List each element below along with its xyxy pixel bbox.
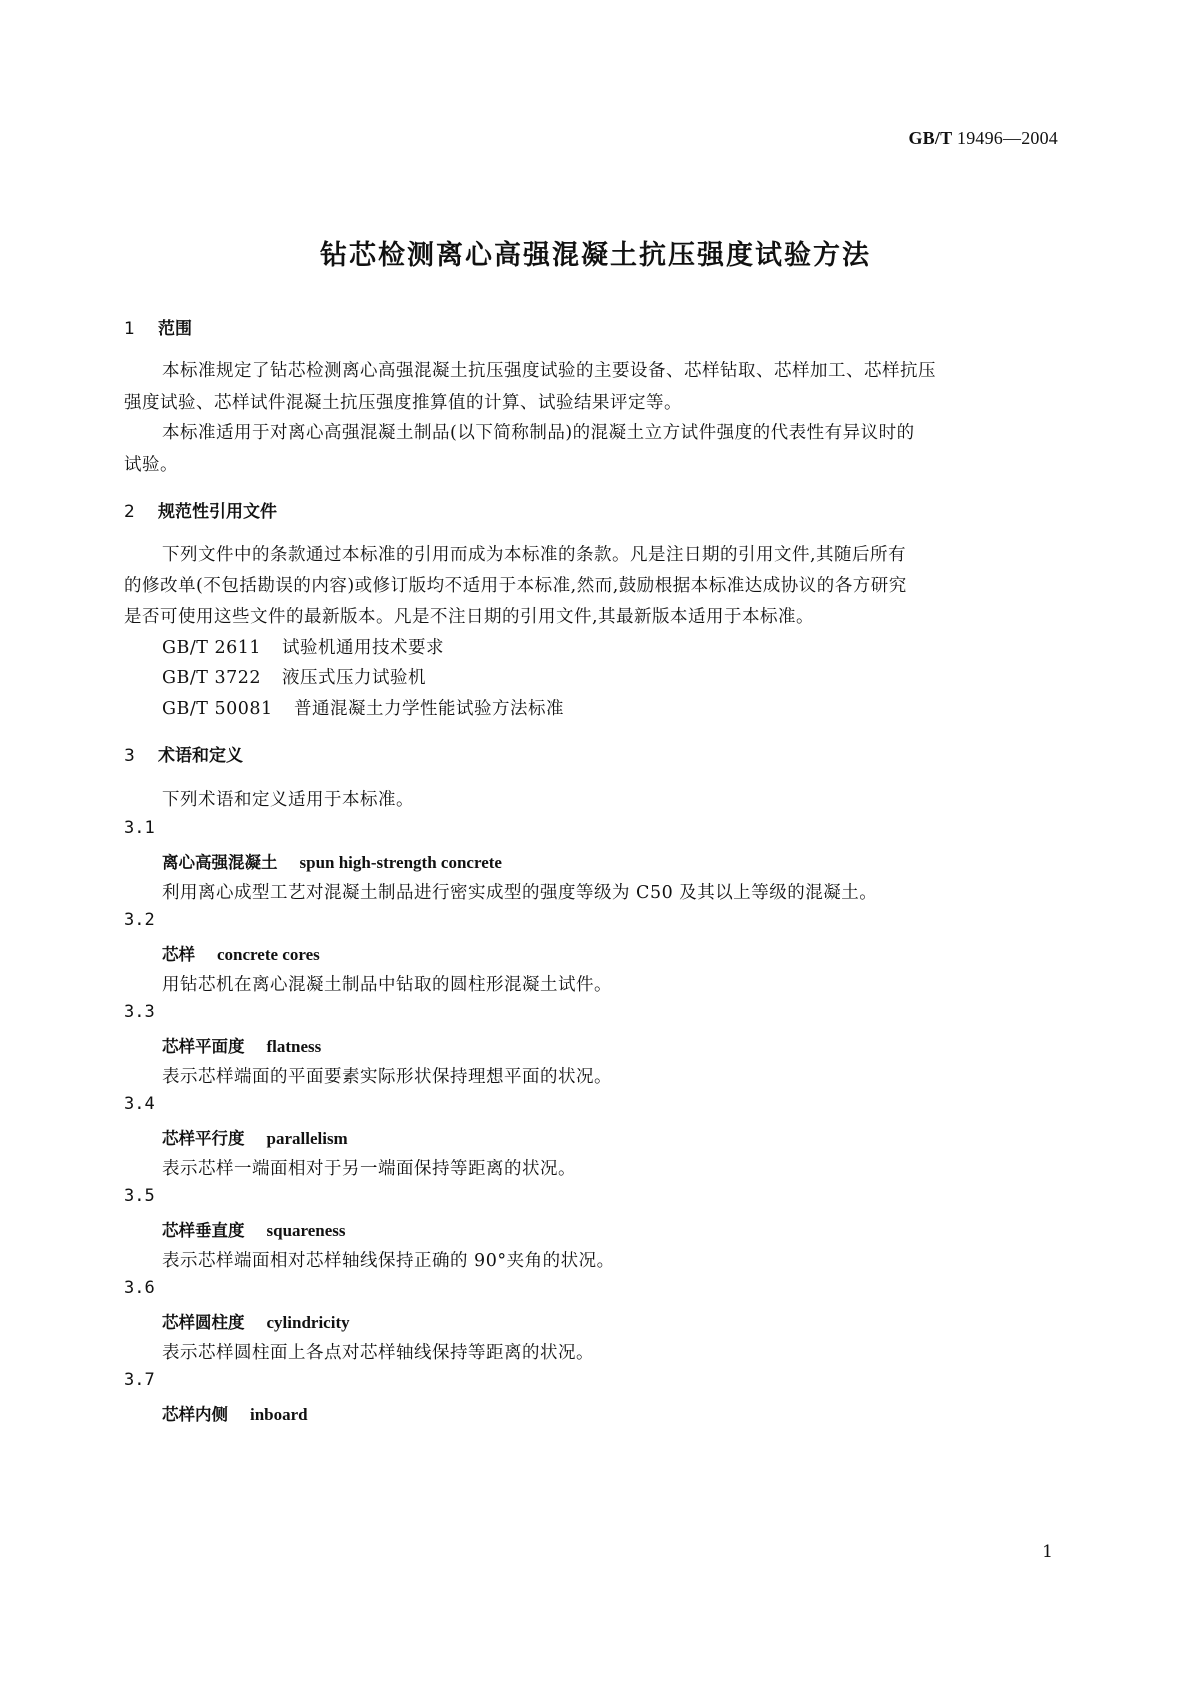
standard-number xyxy=(908,128,1058,149)
term-definition: 用钻芯机在离心混凝土制品中钻取的圆柱形混凝土试件。 xyxy=(162,975,612,995)
term-zh: 芯样平行度 xyxy=(162,1129,245,1148)
term-number: 3.3 xyxy=(124,1002,155,1022)
section-1-para-1-line-2: 强度试验、芯样试件混凝土抗压强度推算值的计算、试验结果评定等。 xyxy=(124,393,682,413)
section-1-number: 1 xyxy=(124,319,135,339)
reference-title: 试验机通用技术要求 xyxy=(282,638,444,658)
section-2-para-line-1: 下列文件中的条款通过本标准的引用而成为本标准的条款。凡是注日期的引用文件,其随后所有 xyxy=(162,545,907,565)
standard-prefix: GB/T xyxy=(908,128,953,148)
term-en: parallelism xyxy=(266,1129,348,1148)
reference-item xyxy=(162,695,564,720)
term-number: 3.7 xyxy=(124,1370,155,1390)
section-3-number: 3 xyxy=(124,746,135,766)
term-en: squareness xyxy=(266,1221,346,1240)
term-definition: 表示芯样圆柱面上各点对芯样轴线保持等距离的状况。 xyxy=(162,1343,594,1363)
section-1-para-1-line-1: 本标准规定了钻芯检测离心高强混凝土抗压强度试验的主要设备、芯样钻取、芯样加工、芯样抗压 xyxy=(162,361,936,381)
term-zh: 芯样垂直度 xyxy=(162,1221,245,1240)
term-heading xyxy=(162,1125,348,1149)
section-3-intro: 下列术语和定义适用于本标准。 xyxy=(162,790,414,810)
term-number: 3.4 xyxy=(124,1094,155,1114)
term-heading xyxy=(162,1309,350,1333)
term-en: cylindricity xyxy=(266,1313,350,1332)
section-3-heading xyxy=(124,741,243,766)
term-definition: 表示芯样一端面相对于另一端面保持等距离的状况。 xyxy=(162,1159,576,1179)
term-zh: 芯样 xyxy=(162,945,195,964)
term-definition: 利用离心成型工艺对混凝土制品进行密实成型的强度等级为 C50 及其以上等级的混凝土。 xyxy=(162,883,878,903)
reference-code: GB/T 3722 xyxy=(162,668,262,688)
document-title: 钻芯检测离心高强混凝土抗压强度试验方法 xyxy=(320,240,871,271)
section-1-heading xyxy=(124,314,192,339)
section-2-para-line-3: 是否可使用这些文件的最新版本。凡是不注日期的引用文件,其最新版本适用于本标准。 xyxy=(124,607,815,627)
term-heading xyxy=(162,1033,321,1057)
term-heading xyxy=(162,1217,346,1241)
section-2-title: 规范性引用文件 xyxy=(158,502,277,522)
section-2-heading xyxy=(124,497,277,522)
term-en: inboard xyxy=(250,1405,308,1424)
page-number: 1 xyxy=(1042,1542,1053,1562)
term-number: 3.2 xyxy=(124,910,155,930)
section-1-title: 范围 xyxy=(158,319,192,339)
term-definition: 表示芯样端面的平面要素实际形状保持理想平面的状况。 xyxy=(162,1067,612,1087)
reference-title: 液压式压力试验机 xyxy=(282,668,426,688)
section-1-para-2-line-2: 试验。 xyxy=(124,455,178,475)
term-zh: 芯样圆柱度 xyxy=(162,1313,245,1332)
reference-item xyxy=(162,634,444,659)
reference-code: GB/T 2611 xyxy=(162,638,262,658)
term-number: 3.1 xyxy=(124,818,155,838)
term-en: spun high-strength concrete xyxy=(299,853,502,872)
term-en: concrete cores xyxy=(217,945,320,964)
reference-item xyxy=(162,664,426,689)
reference-title: 普通混凝土力学性能试验方法标准 xyxy=(294,699,564,719)
reference-code: GB/T 50081 xyxy=(162,699,273,719)
section-3-title: 术语和定义 xyxy=(158,746,243,766)
section-1-para-2-line-1: 本标准适用于对离心高强混凝土制品(以下简称制品)的混凝土立方试件强度的代表性有异议时的 xyxy=(162,423,915,443)
standard-code: 19496—2004 xyxy=(952,128,1058,148)
term-zh: 离心高强混凝土 xyxy=(162,853,278,872)
term-heading xyxy=(162,849,502,873)
section-2-para-line-2: 的修改单(不包括勘误的内容)或修订版均不适用于本标准,然而,鼓励根据本标准达成协议的各方研究 xyxy=(124,576,907,596)
term-zh: 芯样平面度 xyxy=(162,1037,245,1056)
term-heading xyxy=(162,941,320,965)
term-definition: 表示芯样端面相对芯样轴线保持正确的 90°夹角的状况。 xyxy=(162,1251,615,1271)
term-zh: 芯样内侧 xyxy=(162,1405,228,1424)
term-number: 3.5 xyxy=(124,1186,155,1206)
term-number: 3.6 xyxy=(124,1278,155,1298)
term-heading xyxy=(162,1401,308,1425)
term-en: flatness xyxy=(266,1037,322,1056)
section-2-number: 2 xyxy=(124,502,135,522)
